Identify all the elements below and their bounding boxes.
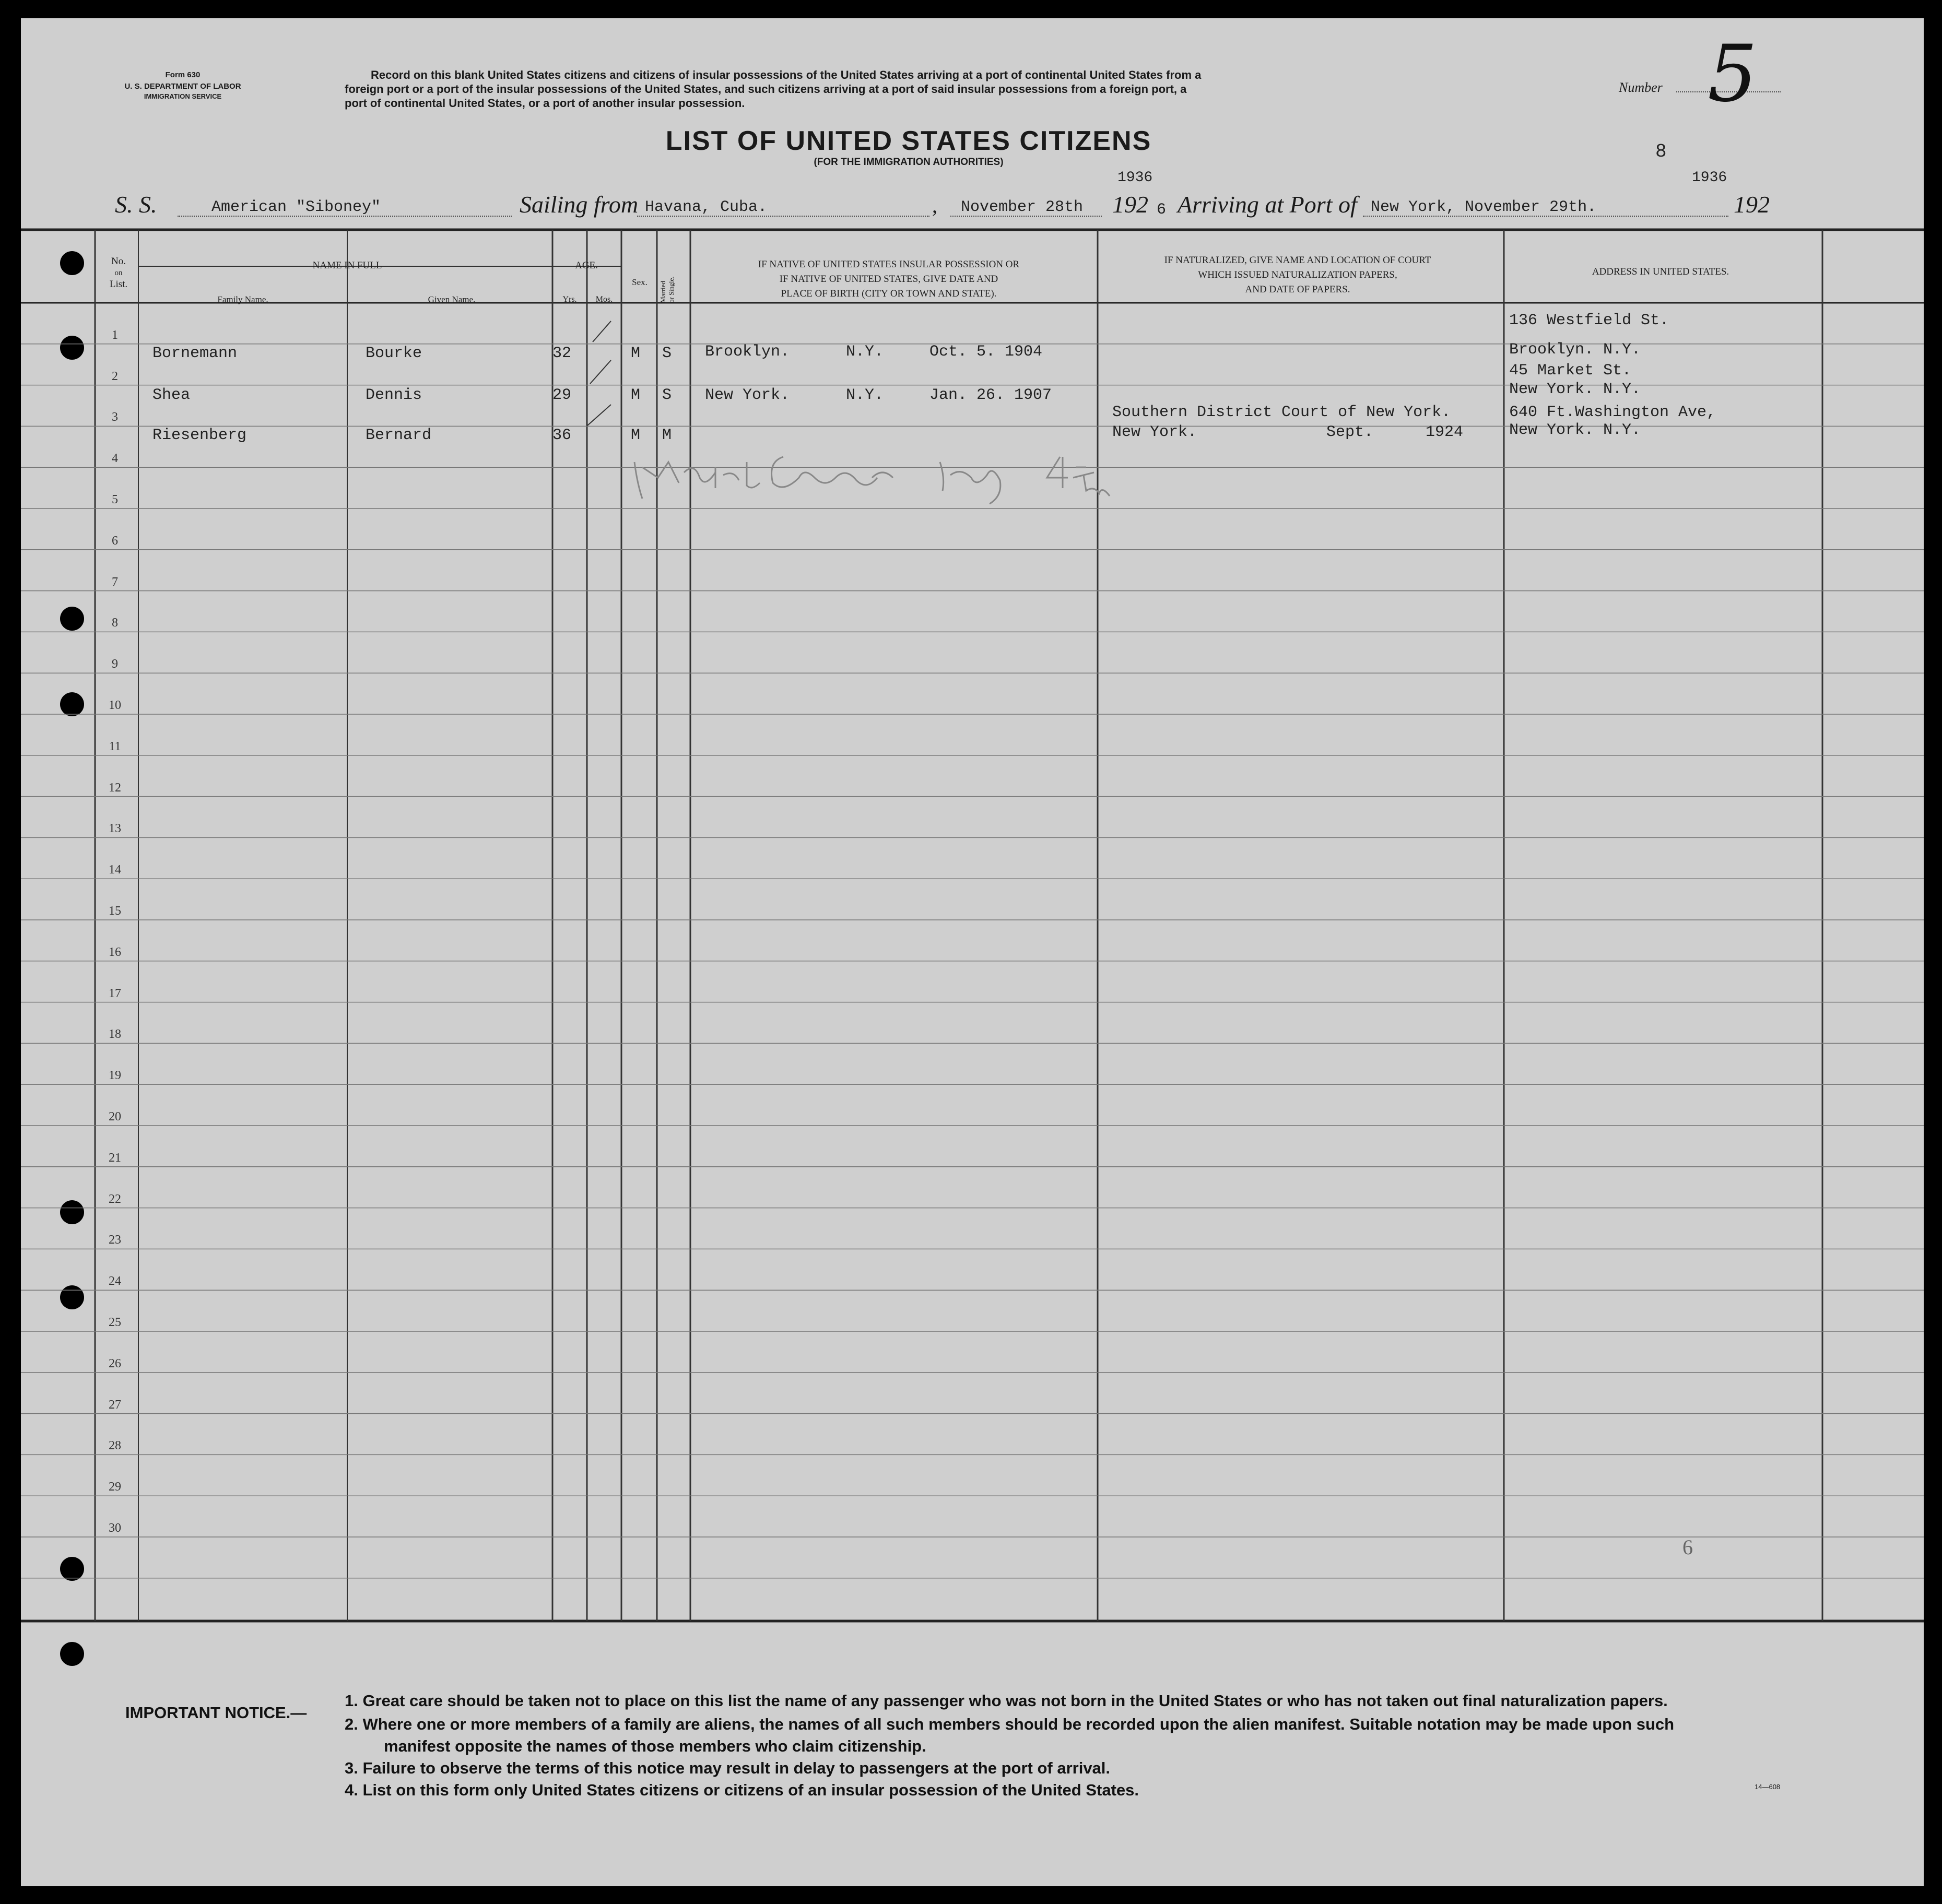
service-name: IMMIGRATION SERVICE: [144, 92, 222, 100]
sex: M: [631, 386, 641, 404]
intro-line: Record on this blank United States citizens and citizens of insular possessions of the United States arriving at a port of continental United States from a: [371, 68, 1202, 81]
arrival-port-date: New York, November 29th.: [1371, 198, 1597, 216]
intro-line: port of continental United States, or a port of another insular possession.: [345, 97, 745, 110]
row-number: 10: [109, 699, 121, 712]
address-line: Brooklyn. N.Y.: [1509, 341, 1641, 359]
header-address: ADDRESS IN UNITED STATES.: [1592, 266, 1729, 277]
row-number: 18: [109, 1027, 121, 1042]
birth-city: New York.: [705, 386, 790, 404]
notice-item: 2. Where one or more members of a family are aliens, the names of all such members should be recorded upon the alien manifest. Suitable notation may be made upon such: [345, 1715, 1675, 1733]
page-mark: 6: [1682, 1535, 1693, 1559]
row-number: 21: [109, 1151, 121, 1165]
header-no-on-list: [95, 256, 142, 290]
row-number: 1: [112, 328, 118, 342]
naturalization-month: Sept.: [1326, 423, 1374, 441]
birth-date: Jan. 26. 1907: [929, 386, 1052, 404]
header-text: List.: [109, 279, 128, 290]
arrival-year-typed: 1936: [1692, 170, 1727, 186]
grid-line: [590, 360, 611, 384]
header-name-in-full: NAME IN FULL: [312, 260, 382, 271]
row-number: 6: [112, 534, 118, 548]
row-number: 12: [109, 780, 121, 795]
sailing-year-typed: 1936: [1117, 170, 1153, 186]
row-number: 2: [112, 369, 118, 383]
number-label: Number: [1619, 80, 1663, 95]
row-number: 11: [109, 739, 121, 753]
inspector-signature: [627, 446, 1149, 509]
address-line: New York. N.Y.: [1509, 381, 1641, 398]
header-given-name: Given Name.: [428, 294, 476, 304]
row-number: 3: [112, 410, 118, 424]
departure-port: Havana, Cuba.: [645, 198, 768, 216]
row-number: 8: [112, 616, 118, 630]
header-mos: Mos.: [595, 295, 613, 304]
row-number: 29: [109, 1480, 121, 1494]
address-line: 136 Westfield St.: [1509, 312, 1669, 329]
family-name: Bornemann: [152, 345, 238, 362]
header-sex: Sex.: [632, 277, 648, 287]
row-number: 27: [109, 1398, 121, 1412]
row-number: 19: [109, 1069, 121, 1083]
page-title: LIST OF UNITED STATES CITIZENS: [665, 126, 1152, 156]
row-number: 22: [109, 1192, 121, 1206]
sailing-year-printed: 192: [1112, 191, 1148, 218]
header-text: AND DATE OF PAPERS.: [1245, 284, 1350, 295]
family-name: Riesenberg: [152, 427, 247, 444]
row-number: 16: [109, 945, 121, 959]
form-number: Form 630: [165, 70, 201, 79]
age-years: 29: [552, 386, 572, 404]
row-number: 28: [109, 1439, 121, 1453]
birth-city: Brooklyn.: [705, 343, 790, 361]
ss-label: S. S.: [115, 191, 157, 218]
sailing-year-digit: 6: [1157, 201, 1167, 219]
grid-line: [593, 321, 611, 342]
grid-line: [587, 405, 611, 425]
marital-status: S: [662, 345, 672, 362]
naturalization-year: 1924: [1426, 423, 1464, 441]
notice-item: 3. Failure to observe the terms of this notice may result in delay to passengers at the port of arrival.: [345, 1759, 1111, 1777]
margin-mark: 8: [1655, 141, 1667, 162]
age-years: 36: [552, 427, 572, 444]
sex: M: [631, 345, 641, 362]
sailing-label: Sailing from: [520, 191, 639, 218]
given-name: Dennis: [366, 386, 422, 404]
header-age: AGE.: [575, 260, 598, 271]
comma: ,: [932, 194, 937, 217]
given-name: Bernard: [366, 427, 432, 444]
row-number: 25: [109, 1316, 121, 1329]
age-years: 32: [552, 345, 572, 362]
birth-date: Oct. 5. 1904: [929, 343, 1043, 361]
number-value-handwritten: 5: [1708, 29, 1758, 120]
family-name: Shea: [152, 386, 191, 404]
header-text: IF NATURALIZED, GIVE NAME AND LOCATION OF COURT: [1164, 255, 1431, 266]
header-text: IF NATIVE OF UNITED STATES, GIVE DATE AND: [779, 274, 998, 285]
manifest-page: [21, 18, 1924, 1886]
row-number: 7: [112, 575, 118, 589]
row-number: 15: [109, 904, 121, 918]
intro-line: foreign port or a port of the insular possessions of the United States, and such citizens arriving at a port of said insular possessions from a foreign port, a: [345, 82, 1187, 96]
birth-state: N.Y.: [846, 343, 884, 361]
header-text: PLACE OF BIRTH (CITY OR TOWN AND STATE).: [781, 288, 997, 299]
header-text: Married: [659, 281, 667, 303]
header-text: WHICH ISSUED NATURALIZATION PAPERS,: [1198, 269, 1397, 280]
given-name: Bourke: [366, 345, 422, 362]
birth-state: N.Y.: [846, 386, 884, 404]
header-birth: [690, 257, 1087, 301]
header-yrs: Yrs.: [562, 295, 577, 304]
arriving-label: Arriving at Port of: [1178, 191, 1357, 218]
notice-item: 1. Great care should be taken not to place on this list the name of any passenger who was not born in the United States or who has not taken out final naturalization papers.: [345, 1692, 1668, 1710]
page-subtitle: (FOR THE IMMIGRATION AUTHORITIES): [814, 157, 1004, 168]
row-number: 4: [112, 452, 118, 466]
row-number: 13: [109, 822, 121, 836]
row-number: 24: [109, 1274, 121, 1288]
naturalization-city: New York.: [1112, 423, 1197, 441]
address-line: 640 Ft.Washington Ave,: [1509, 404, 1716, 421]
header-family-name: Family Name.: [217, 294, 268, 304]
row-number: 5: [112, 493, 118, 506]
header-naturalized: [1102, 253, 1493, 297]
ship-name: American "Siboney": [211, 198, 381, 216]
notice-item: manifest opposite the names of those members who claim citizenship.: [384, 1737, 926, 1755]
row-number: 23: [109, 1233, 121, 1247]
address-line: 45 Market St.: [1509, 362, 1632, 380]
header-text: on: [114, 269, 123, 277]
department-name: U. S. DEPARTMENT OF LABOR: [124, 82, 241, 91]
naturalization-court: Southern District Court of New York.: [1112, 404, 1451, 421]
header-married-single: [659, 276, 676, 303]
sailing-date: November 28th: [961, 198, 1084, 216]
header-text: No.: [111, 256, 126, 267]
row-number: 14: [109, 863, 121, 877]
form-code: 14—608: [1755, 1783, 1781, 1791]
row-number: 20: [109, 1110, 121, 1124]
row-number: 9: [112, 657, 118, 671]
notice-item: 4. List on this form only United States citizens or citizens of an insular possession of the United States.: [345, 1781, 1139, 1799]
header-text: IF NATIVE OF UNITED STATES INSULAR POSSESSION OR: [758, 259, 1020, 270]
notice-label: IMPORTANT NOTICE.—: [125, 1704, 307, 1722]
marital-status: M: [662, 427, 672, 444]
marital-status: S: [662, 386, 672, 404]
address-line: New York. N.Y.: [1509, 421, 1641, 439]
header-text: or Single.: [667, 276, 675, 303]
sex: M: [631, 427, 641, 444]
arrival-year-printed: 192: [1734, 191, 1770, 218]
row-number: 26: [109, 1356, 121, 1370]
row-number: 17: [109, 986, 121, 1000]
row-number: 30: [109, 1521, 121, 1535]
